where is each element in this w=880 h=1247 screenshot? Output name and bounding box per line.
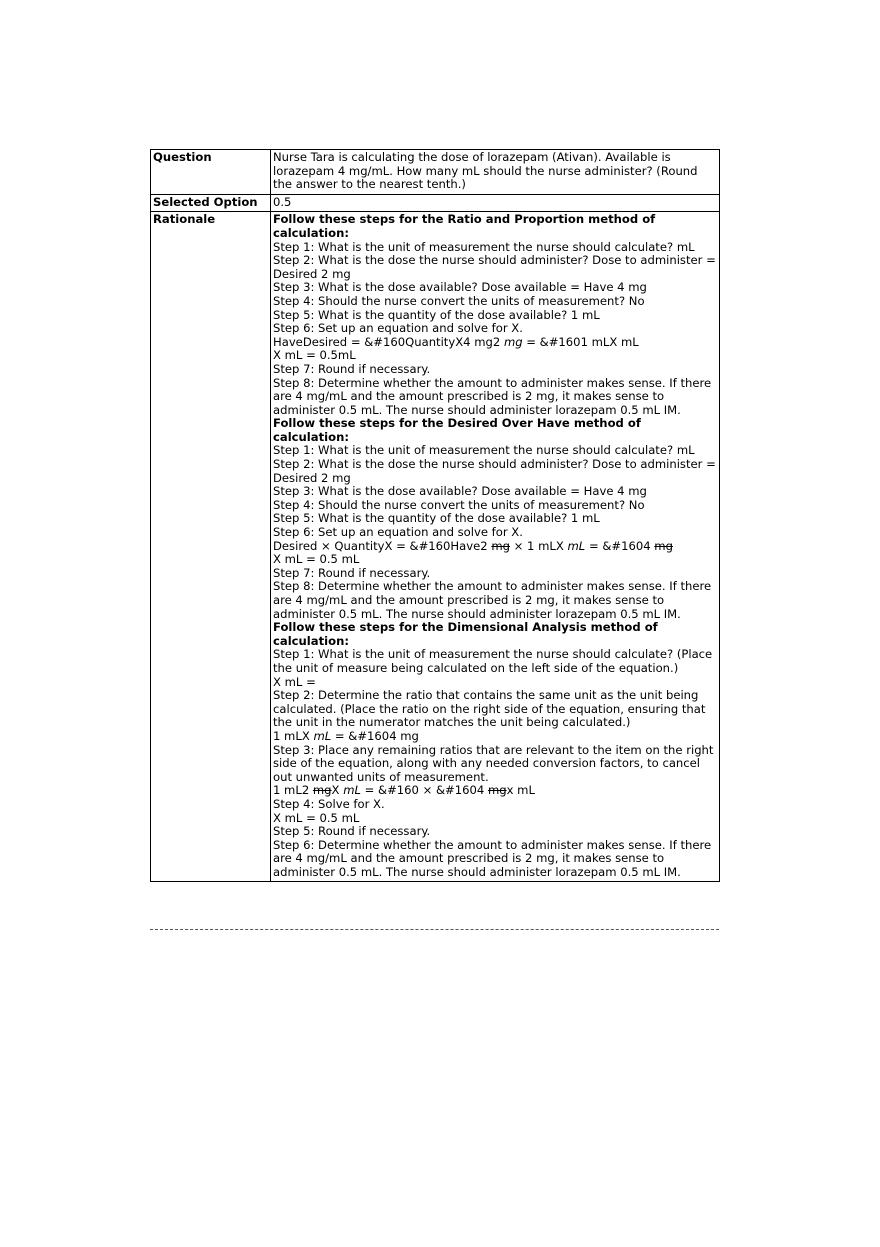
ratio-step: Step 6: Set up an equation and solve for X. — [273, 321, 523, 336]
dimensional-eq-part: 1 mL2 — [273, 783, 313, 798]
desired-eq-part: mg — [491, 538, 510, 553]
dimensional-eq-part: X — [331, 783, 344, 798]
desired-eq-part: Desired × QuantityX = &#160Have2 — [273, 538, 492, 553]
desired-step: Step 4: Should the nurse convert the units of measurement? No — [273, 497, 645, 512]
dimensional-eq-part: mL — [343, 783, 361, 798]
ratio-step: Step 2: What is the dose the nurse should administer? Dose to administer = Desired 2 mg — [273, 253, 716, 281]
ratio-heading: Follow these steps for the Ratio and Proportion method of calculation: — [273, 212, 656, 240]
desired-step: X mL = 0.5 mL — [273, 552, 360, 567]
dimensional-equation — [273, 730, 717, 744]
dimensional-step: Step 6: Determine whether the amount to administer makes sense. If there are 4 mg/mL and the amount prescribed is 2 mg, it makes sense to administer 0.5 mL. The nurse should administer lorazepam 0.5 mL IM. — [273, 837, 712, 879]
dimensional-eq-part: x mL — [506, 783, 535, 798]
dimensional-step: Step 5: Round if necessary. — [273, 824, 431, 839]
desired-step: Step 5: What is the quantity of the dose available? 1 mL — [273, 511, 600, 526]
dimensional-equation — [273, 784, 717, 798]
desired-eq-part: × 1 mLX — [509, 538, 568, 553]
dimensional-step: X mL = — [273, 674, 316, 689]
desired-eq-part: mg — [654, 538, 673, 553]
rationale-row — [151, 212, 720, 882]
ratio-eq-part: mg — [503, 334, 523, 349]
desired-equation — [273, 540, 717, 554]
desired-step: Step 8: Determine whether the amount to administer makes sense. If there are 4 mg/mL and the amount prescribed is 2 mg, it makes sense to administer 0.5 mL. The nurse should administer lorazepam 0.5 mL IM. — [273, 579, 712, 621]
selected-option-row — [151, 194, 720, 212]
desired-heading: Follow these steps for the Desired Over Have method of calculation: — [273, 416, 641, 444]
dimensional-eq-part: mg — [312, 783, 332, 798]
dimensional-step: Step 3: Place any remaining ratios that are relevant to the item on the right side of the equation, along with any needed conversion factors, to cancel out unwanted units of measurement. — [273, 742, 714, 784]
question-row — [151, 150, 720, 195]
ratio-step: Step 5: What is the quantity of the dose available? 1 mL — [273, 307, 600, 322]
dimensional-step: Step 1: What is the unit of measurement the nurse should calculate? (Place the unit of measure being calculated on the left side of the equation.) — [273, 647, 713, 675]
rationale-body — [271, 212, 720, 882]
ratio-eq-part: = &#1601 mLX mL — [522, 334, 639, 349]
dimensional-eq-part: 1 mLX — [273, 728, 314, 743]
dimensional-eq-part: = &#160 × &#1604 — [360, 783, 488, 798]
selected-option-label: Selected Option — [151, 194, 271, 212]
dimensional-eq-part: mL — [313, 728, 332, 743]
desired-step: Step 6: Set up an equation and solve for X. — [273, 525, 523, 540]
ratio-step: Step 1: What is the unit of measurement the nurse should calculate? mL — [273, 239, 695, 254]
ratio-step: Step 7: Round if necessary. — [273, 361, 431, 376]
selected-option-value: 0.5 — [271, 194, 720, 212]
ratio-step: Step 4: Should the nurse convert the units of measurement? No — [273, 293, 645, 308]
dimensional-eq-part: mg — [487, 783, 507, 798]
desired-step: Step 1: What is the unit of measurement the nurse should calculate? mL — [273, 443, 695, 458]
dimensional-heading: Follow these steps for the Dimensional Analysis method of calculation: — [273, 620, 658, 648]
dimensional-step: Step 4: Solve for X. — [273, 796, 385, 811]
dimensional-eq-part: = &#1604 mg — [331, 728, 419, 743]
desired-eq-part: mL — [567, 538, 586, 553]
question-label: Question — [151, 150, 271, 195]
ratio-eq-part: HaveDesired = &#160QuantityX4 mg2 — [273, 334, 504, 349]
desired-step: Step 2: What is the dose the nurse should administer? Dose to administer = Desired 2 mg — [273, 457, 716, 485]
desired-eq-part: = &#1604 — [585, 538, 655, 553]
rationale-label: Rationale — [151, 212, 271, 882]
ratio-step: Step 8: Determine whether the amount to administer makes sense. If there are 4 mg/mL and the amount prescribed is 2 mg, it makes sense to administer 0.5 mL. The nurse should administer lorazepam 0.5 mL IM. — [273, 375, 712, 417]
desired-step: Step 7: Round if necessary. — [273, 565, 431, 580]
question-table — [150, 149, 720, 882]
dimensional-step: Step 2: Determine the ratio that contains the same unit as the unit being calculated. (Place the ratio on the right side of the equation, ensuring that the unit in the numerator matches the unit being calculated.) — [273, 688, 706, 730]
ratio-step: X mL = 0.5mL — [273, 348, 356, 363]
desired-step: Step 3: What is the dose available? Dose available = Have 4 mg — [273, 484, 647, 499]
ratio-equation — [273, 336, 717, 350]
dimensional-step: X mL = 0.5 mL — [273, 810, 360, 825]
question-sheet — [150, 149, 719, 882]
ratio-step: Step 3: What is the dose available? Dose available = Have 4 mg — [273, 280, 647, 295]
dashed-separator — [150, 929, 719, 930]
question-text: Nurse Tara is calculating the dose of lorazepam (Ativan). Available is lorazepam 4 mg/mL. How many mL should the nurse administer? (Round the answer to the nearest tenth.) — [271, 150, 720, 195]
